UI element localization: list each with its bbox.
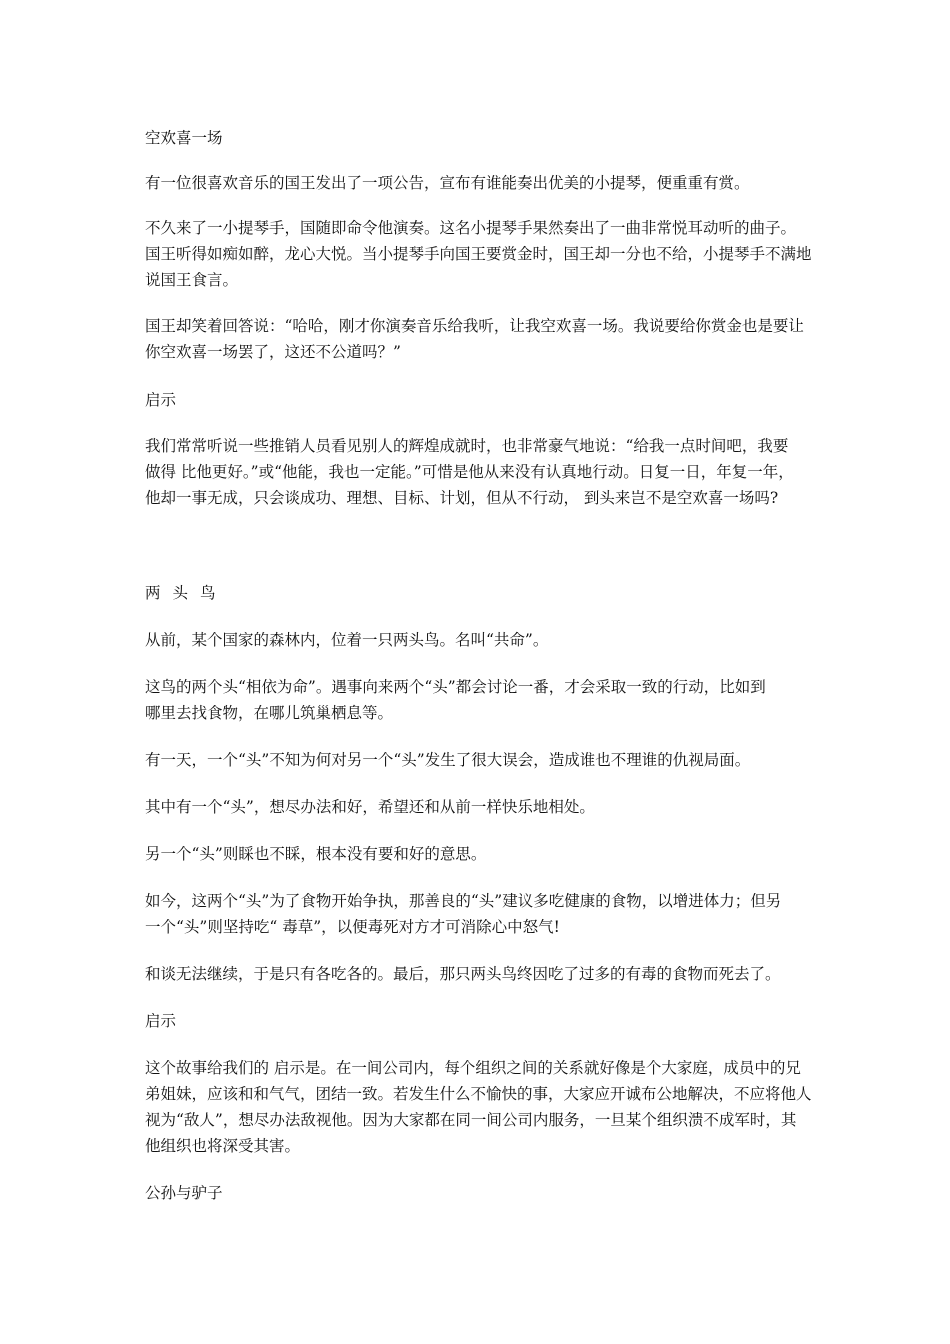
paragraph-line: 他组织也将深受其害。 — [145, 1137, 301, 1155]
paragraph-line: 从前，某个国家的森林内，位着一只两头鸟。名叫“共命”。 — [145, 631, 549, 649]
paragraph-line: 如今，这两个“头”为了食物开始争执，那善良的“头”建议多吃健康的食物，以增进体力；但另 — [145, 892, 782, 910]
paragraph-line: 做得 比他更好。”或“他能，我也一定能。”可惜是他从来没有认真地行动。日复一日，年复一年， — [145, 463, 794, 481]
paragraph-line: 弟姐妹，应该和和气气，团结一致。若发生什么不愉快的事，大家应开诚布公地解决，不应将他人 — [145, 1085, 812, 1103]
paragraph-line: 国王听得如痴如醉，龙心大悦。当小提琴手向国王要赏金时，国王却一分也不给，小提琴手不满地 — [145, 245, 812, 263]
paragraph-line: 一个“头”则坚持吃“ 毒草”，以便毒死对方才可消除心中怒气! — [145, 918, 560, 936]
paragraph-line: 不久来了一小提琴手，国随即命令他演奏。这名小提琴手果然奏出了一曲非常悦耳动听的曲子。 — [145, 219, 797, 237]
paragraph-line: 和谈无法继续，于是只有各吃各的。最后，那只两头鸟终因吃了过多的有毒的食物而死去了。 — [145, 965, 781, 983]
story-title: 公孙与驴子 — [145, 1184, 223, 1202]
paragraph-line: 其中有一个“头”，想尽办法和好，希望还和从前一样快乐地相处。 — [145, 798, 595, 816]
story-title: 空欢喜一场 — [145, 129, 223, 147]
paragraph-line: 这鸟的两个头“相依为命”。遇事向来两个“头”都会讨论一番，才会采取一致的行动，比如到 — [145, 678, 766, 696]
paragraph-line: 另一个“头”则睬也不睬，根本没有要和好的意思。 — [145, 845, 487, 863]
lesson-heading: 启示 — [145, 391, 177, 409]
lesson-heading: 启示 — [145, 1012, 177, 1030]
story-title: 两头鸟 — [145, 584, 228, 602]
paragraph-line: 视为“敌人”，想尽办法敌视他。因为大家都在同一间公司内服务，一旦某个组织溃不成军时，其 — [145, 1111, 797, 1129]
paragraph-line: 有一天，一个“头”不知为何对另一个“头”发生了很大误会，造成谁也不理谁的仇视局面。 — [145, 751, 751, 769]
paragraph-line: 哪里去找食物，在哪儿筑巢栖息等。 — [145, 704, 394, 722]
paragraph-line: 国王却笑着回答说：“哈哈，刚才你演奏音乐给我听，让我空欢喜一场。我说要给你赏金也是要让 — [145, 317, 804, 335]
paragraph-line: 有一位很喜欢音乐的国王发出了一项公告，宣布有谁能奏出优美的小提琴，便重重有赏。 — [145, 174, 750, 192]
paragraph-line: 说国王食言。 — [145, 271, 239, 289]
paragraph-line: 他却一事无成，只会谈成功、理想、目标、计划，但从不行动， 到头来岂不是空欢喜一场吗? — [145, 489, 779, 507]
paragraph-line: 这个故事给我们的 启示是。在一间公司内，每个组织之间的关系就好像是个大家庭，成员中的兄 — [145, 1059, 801, 1077]
paragraph-line: 你空欢喜一场罢了，这还不公道吗？” — [145, 343, 401, 361]
paragraph-line: 我们常常听说一些推销人员看见别人的辉煌成就时，也非常豪气地说：“给我一点时间吧，我要 — [145, 437, 789, 455]
